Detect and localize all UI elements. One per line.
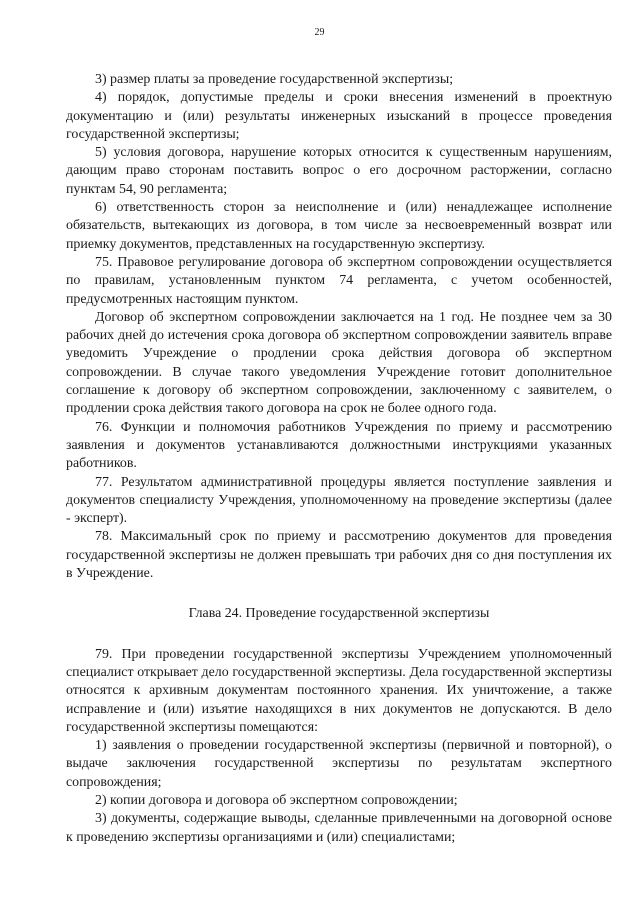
paragraph-76: 76. Функции и полномочия работников Учреждения по приему и рассмотрению заявления и документов устанавливаются должностными инструкциями указанных работников. [66,419,612,472]
document-body [66,71,612,847]
page-number: 29 [314,27,325,38]
paragraph-item-5: 5) условия договора, нарушение которых относится к существенным нарушениям, дающим право сторонам поставить вопрос о его досрочном расторжении, согласно пунктам 54, 90 регламента; [66,145,612,197]
paragraph-79-item-1: 1) заявления о проведении государственной экспертизы (первичной и повторной), о выдаче заключения государственной экспертизы по результатам экспертного сопровождения; [66,738,612,790]
paragraph-79-item-3: 3) документы, содержащие выводы, сделанные привлеченными на договорной основе к проведению экспертизы организациями и (или) специалистами; [66,811,612,845]
paragraph-79: 79. При проведении государственной экспертизы Учреждением уполномоченный специалист открывает дело государственной экспертизы. Дела государственной экспертизы относятся к архивным документам постоянного хранения. Их уничтожение, а также исправление и (или) изъятие находящихся в них документов не допускаются. В дело государственной экспертизы помещаются: [66,646,612,735]
paragraph-79-item-2: 2) копии договора и договора об экспертном сопровождении; [95,792,458,808]
paragraph-78: 78. Максимальный срок по приему и рассмотрению документов для проведения государственной экспертизы не должен превышать три рабочих дня со дня поступления их в Учреждение. [66,529,612,582]
paragraph-item-3: 3) размер платы за проведение государственной экспертизы; [95,72,454,87]
paragraph-75: 75. Правовое регулирование договора об экспертном сопровождении осуществляется по правилам, установленным пунктом 74 регламента, с учетом особенностей, предусмотренных настоящим пунктом. [66,254,612,307]
paragraph-77: 77. Результатом административной процедуры является поступление заявления и документов специалисту Учреждения, уполномоченному на проведение экспертизы (далее - эксперт). [66,474,612,527]
chapter-heading: Глава 24. Проведение государственной экспертизы [188,606,490,622]
paragraph-item-4: 4) порядок, допустимые пределы и сроки внесения изменений в проектную документацию и (или) результаты инженерных изысканий в процессе проведения государственной экспертизы; [66,90,612,142]
paragraph-75-contract-term: Договор об экспертном сопровождении заключается на 1 год. Не позднее чем за 30 рабочих дней до истечения срока договора об экспертном сопровождении заявитель вправе уведомить Учреждение о продлении срока действия договора об экспертном сопровождении. В случае такого уведомления Учреждение готовит дополнительное соглашение к договору об экспертном сопровождении, заключенному с заявителем, о продлении срока действия такого договора на срок не более одного года. [66,309,612,417]
paragraph-item-6: 6) ответственность сторон за неисполнение и (или) ненадлежащее исполнение обязательств, вытекающих из договора, в том числе за несвоевременный возврат или приемку документов, представленных на государственную экспертизу. [66,200,612,252]
